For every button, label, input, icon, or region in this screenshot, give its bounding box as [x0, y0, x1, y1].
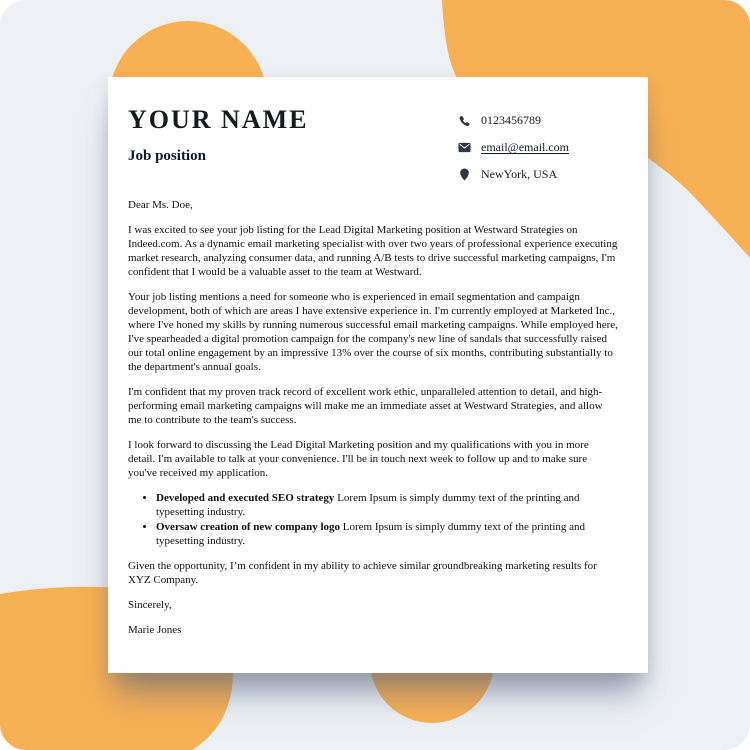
- bullet-2-text: Lorem Ipsum is simply dummy text of the printing and typesetting industry.: [156, 520, 586, 547]
- paragraph-3: I'm confident that my proven track record of excellent work ethic, unparalleled attention to detail, and high-performing email marketing campaigns will make me an immediate asset at Westward Strategies, and allow me to contribute to the team's success.: [128, 385, 603, 426]
- bullet-1-text: Lorem Ipsum is simply dummy text of the printing and typesetting industry.: [156, 491, 580, 518]
- paragraph-2: Your job listing mentions a need for someone who is experienced in email segmentation and campaign development, both of which are areas I have extensive experience in. I'm currently employed at Marketed Inc., where I've honed my skills by running numerous successful email marketing campaigns. While employed here, I've spearheaded a digital promotion campaign for the company's new line of sandals that successfully raised our total online engagement by an impressive 13% over the course of six months, contributing substantially to the department's annual goals.: [128, 290, 618, 373]
- list-item: [156, 520, 618, 548]
- bullet-2-lead: Oversaw creation of new company logo: [156, 520, 341, 533]
- paragraph-4: I look forward to discussing the Lead Digital Marketing position and my qualifications with you in more detail. I'm available to talk at your convenience. I'll be in touch next week to follow up and to make sure you've received my application.: [128, 438, 589, 479]
- list-item: [156, 491, 618, 519]
- location-pin-icon: [458, 168, 471, 181]
- sign-off: Sincerely,: [128, 598, 172, 611]
- paragraph-1: I was excited to see your job listing for the Lead Digital Marketing position at Westward Strategies on Indeed.com. As a dynamic email marketing specialist with over two years of professional experience executing market research, analyzing consumer data, and running A/B tests to drive successful marketing campaigns, I'm confident that I would be a valuable asset to the team at Westward.: [128, 223, 618, 278]
- signature-name: Marie Jones: [128, 623, 182, 636]
- phone-icon: [458, 114, 471, 127]
- salutation: Dear Ms. Doe,: [128, 198, 193, 211]
- contact-block: [458, 113, 569, 182]
- achievement-list: [128, 491, 618, 548]
- contact-phone-row: [458, 113, 569, 128]
- contact-email-row: [458, 140, 569, 155]
- email-icon: [458, 141, 471, 154]
- bullet-1-lead: Developed and executed SEO strategy: [156, 491, 335, 504]
- contact-email[interactable]: email@email.com: [481, 140, 570, 154]
- contact-location: NewYork, USA: [481, 167, 558, 181]
- contact-location-row: [458, 167, 569, 182]
- letter-paper: [108, 77, 648, 673]
- closing-paragraph: Given the opportunity, I’m confident in my ability to achieve similar groundbreaking marketing results for XYZ Company.: [128, 559, 597, 586]
- contact-phone: 0123456789: [481, 113, 541, 127]
- job-position: Job position: [128, 147, 206, 164]
- letter-body: [128, 198, 618, 637]
- page-title: YOUR NAME: [128, 105, 309, 134]
